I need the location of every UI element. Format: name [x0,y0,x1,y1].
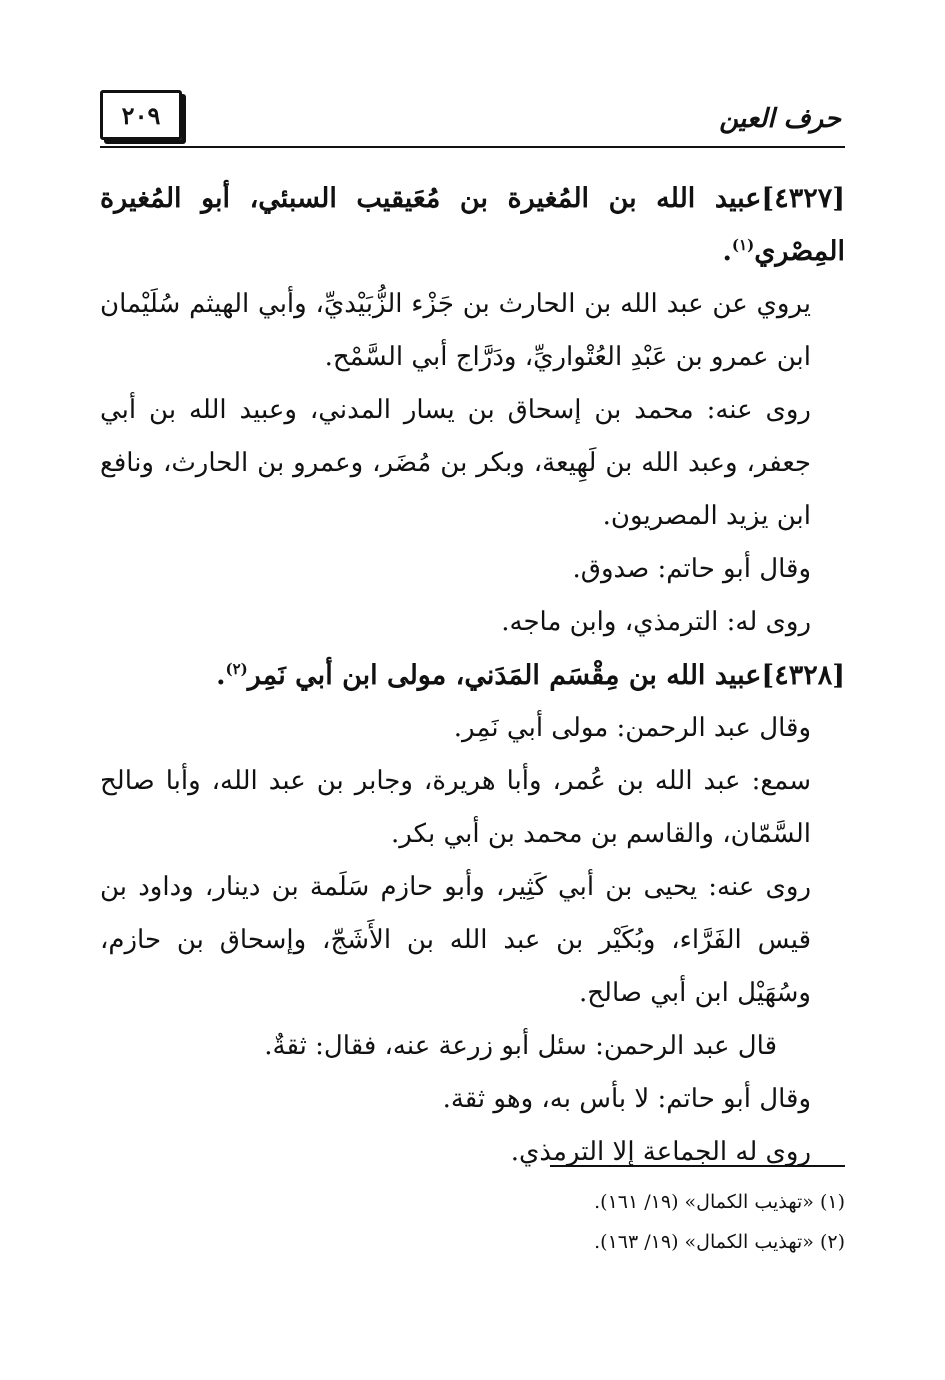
paragraph: روى عنه: محمد بن إسحاق بن يسار المدني، وعبيد الله بن أبي جعفر، وعبد الله بن لَهِيعة، وبكر بن مُضَر، وعمرو بن الحارث، ونافع ابن يزيد المصريون. [100,395,811,531]
footnote-ref: (١) [731,236,755,254]
paragraph: يروي عن عبد الله بن الحارث بن جَزْء الزُّبَيْديِّ، وأبي الهيثم سُلَيْمان ابن عمرو بن عَبْدِ العُتْواريِّ، ودَرَّاج أبي السَّمْح. [100,289,812,372]
paragraph: روى له: الترمذي، وابن ماجه. [501,607,811,637]
paragraph: روى له الجماعة إلا الترمذي. [510,1137,811,1167]
entry-name: عبيد الله بن مِقْسَم المَدَني، مولى ابن أبي نَمِر [247,660,762,691]
entry-number: [٤٣٢٧] [761,183,845,214]
paragraph: قال عبد الرحمن: سئل أبو زرعة عنه، فقال: ثقةٌ. [264,1031,777,1061]
entry-name: عبيد الله بن المُغيرة بن مُعَيقيب السبئي، أبو المُغيرة المِصْري [100,183,845,267]
heading-end: . [216,660,226,691]
footnote-ref: (٢) [225,660,248,678]
page-number-text: ٢٠٩ [121,100,161,130]
footnote: (٢) «تهذيب الكمال» (١٩/ ١٦٣). [594,1231,845,1253]
paragraph: وقال عبد الرحمن: مولى أبي نَمِر. [453,713,811,743]
header-divider [100,146,845,148]
paragraph: روى عنه: يحيى بن أبي كَثِير، وأبو حازم سَلَمة بن دينار، وداود بن قيس الفَرَّاء، وبُكَيْر بن عبد الله بن الأَشَجّ، وإسحاق بن حازم، وسُهَيْل ابن أبي صالح. [100,872,812,1008]
entry-heading-4327 [100,172,845,278]
paragraph: سمع: عبد الله بن عُمر، وأبا هريرة، وجابر بن عبد الله، وأبا صالح السَّمّان، والقاسم بن محمد بن أبي بكر. [100,766,811,849]
page-number [100,90,182,140]
heading-end: . [722,236,732,267]
paragraph: وقال أبو حاتم: لا بأس به، وهو ثقة. [442,1084,811,1114]
chapter-title: حرف العين [719,104,841,134]
footnotes [100,1182,845,1262]
paragraph: وقال أبو حاتم: صدوق. [572,554,811,584]
entry-heading-4328 [100,649,845,702]
entry-number: [٤٣٢٨] [761,660,845,691]
footnote: (١) «تهذيب الكمال» (١٩/ ١٦١). [594,1191,845,1213]
footnote-divider [550,1165,845,1167]
main-text [100,172,845,1179]
